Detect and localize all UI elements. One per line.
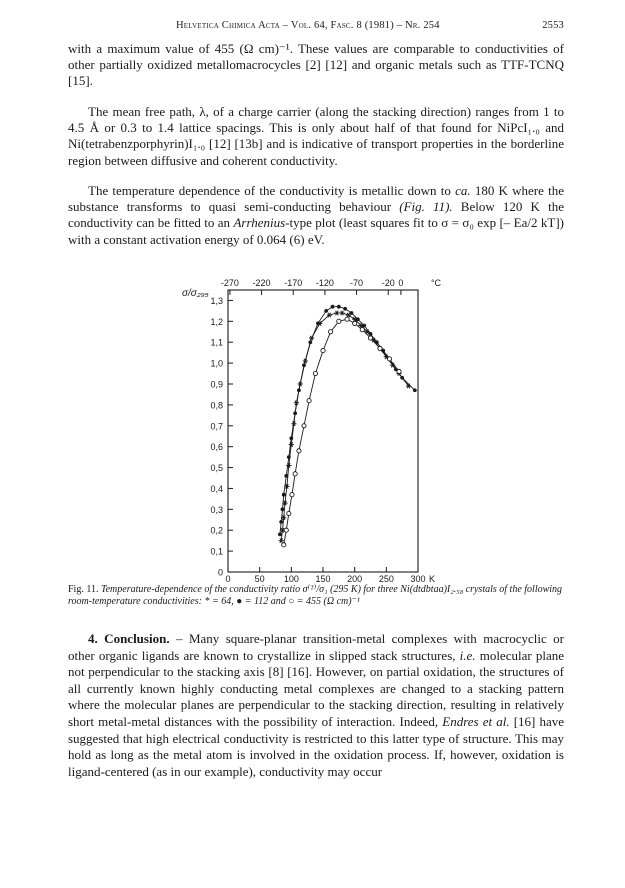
y-axis-label: σ/σ₂₉₅ <box>182 288 209 299</box>
y-tick-label: 0,8 <box>210 400 223 411</box>
data-point-filled <box>324 309 328 313</box>
top-tick-label: -270 <box>220 278 239 288</box>
data-point-filled <box>287 455 291 459</box>
figure-caption-text: Temperature-dependence of the conductivity ratio σ⁽ᵀ⁾/σ₁ (295 K) for three Ni(dtdbtaa)I₂.₅₈ crystals of the following room-temperature conductivities: * = 64, ● = 112 and ○ = 455 (Ω cm)⁻¹ <box>68 584 563 607</box>
y-tick-label: 1,0 <box>210 358 223 369</box>
data-point-filled <box>293 411 297 415</box>
data-point-open <box>290 493 294 497</box>
p4-text-a: – Many square-planar transition-metal complexes with macrocyclic or other organic ligands are known to crystallize in slipped stack structures, <box>68 631 564 663</box>
x-tick-label: 50 <box>254 574 265 582</box>
y-tick-label: 1,1 <box>210 337 223 348</box>
data-point-filled <box>413 388 417 392</box>
x-axis-unit-kelvin: K <box>428 574 436 582</box>
series-curve-1 <box>281 313 408 541</box>
paragraph-temperature-dependence <box>68 183 564 248</box>
page-number: 2553 <box>542 20 564 31</box>
y-tick-label: 0 <box>217 567 223 578</box>
data-point-filled <box>282 493 286 497</box>
figure-caption <box>68 584 564 608</box>
p4-ie: i.e. <box>459 647 476 663</box>
x-tick-label: 200 <box>347 574 363 582</box>
data-point-filled <box>337 305 341 309</box>
data-point-open <box>360 328 364 332</box>
data-point-open <box>307 399 311 403</box>
data-point-filled <box>362 324 366 328</box>
data-point-filled <box>331 305 335 309</box>
top-tick-label: 0 <box>398 278 404 288</box>
y-tick-label: 0,9 <box>210 379 223 390</box>
data-point-star <box>339 311 344 316</box>
figure-caption-label: Fig. 11. <box>68 584 99 595</box>
series-curve-3 <box>284 319 399 545</box>
top-axis-unit-celsius: °C <box>430 278 442 288</box>
data-point-star <box>334 311 339 316</box>
p3-ca: ca. <box>455 183 471 198</box>
y-tick-label: 0,6 <box>210 442 223 453</box>
data-point-open <box>397 369 401 373</box>
data-point-filled <box>400 376 404 380</box>
running-header <box>68 20 564 36</box>
data-point-open <box>284 528 288 532</box>
x-tick-label: 150 <box>315 574 331 582</box>
data-point-open <box>321 348 325 352</box>
data-point-filled <box>343 307 347 311</box>
top-tick-label: -20 <box>381 278 395 288</box>
data-point-filled <box>289 436 293 440</box>
paragraph-mean-free-path: The mean free path, λ, of a charge carrier (along the stacking direction) ranges from 1 to 4.5 Å or 0.3 to 1.4 lattice spacings. This is only about half of that found for NiPcI₁.₀ and Ni(tetrabenzporphyrin)I₁.₀ [12] [13b] and is indicative of transport properties in the borderline region between diffusive and coherent conductivity. <box>68 104 564 168</box>
data-point-open <box>345 317 349 321</box>
p4-text-c: [16] have suggested that high electrical conductivity is restricted to this latter type of structure. This may hold as long as the metal atom is involved in the oxidation process. If, however, oxidation is ligand-centered (as in our example), conductivity may occur <box>68 713 565 779</box>
y-tick-label: 0,7 <box>210 421 223 432</box>
x-tick-label: 0 <box>225 574 231 582</box>
y-tick-label: 0,2 <box>210 525 223 536</box>
data-point-open <box>287 511 291 515</box>
series-curve-2 <box>280 307 415 535</box>
p3-text-c: Below 120 K the conductivity can be fitted to an <box>68 199 564 231</box>
paragraph-conductivity-values: with a maximum value of 455 (Ω cm)⁻¹. These values are comparable to conductivities of other partially oxidized metallomacrocycles [2] [12] and organic metals such as TTF-TCNQ [15]. <box>68 41 564 89</box>
data-point-open <box>378 346 382 350</box>
data-point-filled <box>375 340 379 344</box>
data-point-open <box>282 543 286 547</box>
paragraph-conclusion <box>68 631 564 780</box>
p3-text-a: The temperature dependence of the conductivity is metallic down to <box>88 183 456 198</box>
p3-text-b: 180 K where the substance transforms to quasi semi-conducting behaviour <box>68 183 564 215</box>
data-point-open <box>337 319 341 323</box>
data-point-open <box>387 357 391 361</box>
p3-text-d: -type plot (least squares fit to σ = σ₀ exp [– Ea/2 kT]) with a constant activation energy of 0.064 (6) eV. <box>68 215 564 247</box>
p3-arrhenius: Arrhenius <box>233 215 286 231</box>
p4-text-b: molecular plane not perpendicular to the stacking axis [8] [16]. However, on partial oxidation, the structures of all currently known highly conducting metal complexes are changed to a stacking pattern where the molecular planes are perpendicular to the stacking direction, resulting in relatively short metal-metal distances with the possibility of interaction. Indeed, <box>68 647 564 729</box>
data-point-filled <box>369 332 373 336</box>
conclusion-heading: 4. Conclusion. <box>88 631 170 646</box>
p3-figure-ref: (Fig. 11). <box>399 199 453 215</box>
figure-11-chart <box>160 270 450 582</box>
x-tick-label: 100 <box>283 574 299 582</box>
data-point-open <box>313 371 317 375</box>
y-tick-label: 1,2 <box>210 316 223 327</box>
y-tick-label: 1,3 <box>210 295 223 306</box>
plot-frame <box>228 290 418 572</box>
data-point-filled <box>279 520 283 524</box>
data-point-open <box>302 424 306 428</box>
y-tick-label: 0,4 <box>210 483 223 494</box>
p4-endres: Endres et al. <box>442 713 510 729</box>
y-tick-label: 0,3 <box>210 504 223 515</box>
top-tick-label: -70 <box>350 278 364 288</box>
data-point-filled <box>278 533 282 537</box>
data-point-filled <box>284 474 288 478</box>
data-point-filled <box>316 322 320 326</box>
top-tick-label: -120 <box>315 278 334 288</box>
x-tick-label: 250 <box>378 574 394 582</box>
data-point-filled <box>308 340 312 344</box>
data-point-open <box>297 449 301 453</box>
y-tick-label: 0,1 <box>210 546 223 557</box>
data-point-open <box>368 336 372 340</box>
data-point-filled <box>297 388 301 392</box>
top-tick-label: -220 <box>252 278 271 288</box>
journal-reference: Helvetica Chimica Acta – Vol. 64, Fasc. 8 (1981) – Nr. 254 <box>176 20 440 31</box>
top-tick-label: -170 <box>284 278 303 288</box>
data-point-open <box>293 472 297 476</box>
x-tick-label: 300 <box>410 574 426 582</box>
data-point-filled <box>356 317 360 321</box>
data-point-filled <box>350 311 354 315</box>
data-point-open <box>329 330 333 334</box>
data-point-filled <box>302 363 306 367</box>
y-tick-label: 0,5 <box>210 463 223 474</box>
data-point-open <box>353 321 357 325</box>
data-point-filled <box>281 507 285 511</box>
